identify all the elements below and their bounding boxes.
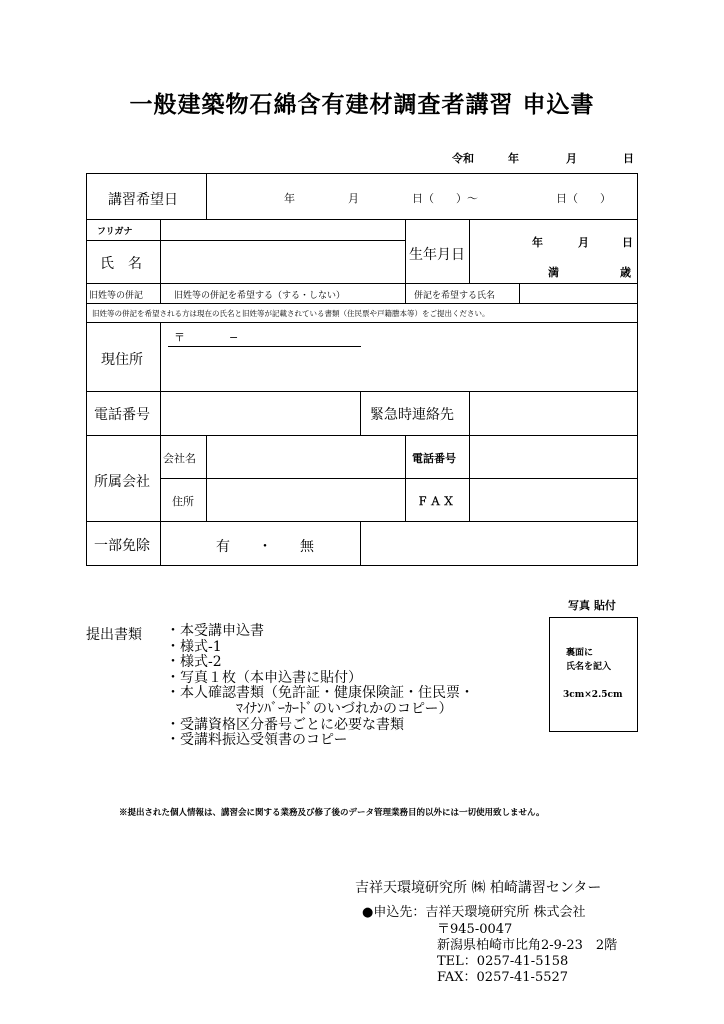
emergency-label: 緊急時連絡先 xyxy=(370,407,454,423)
company-address-label: 住所 xyxy=(172,495,194,508)
company-name-input[interactable] xyxy=(206,435,406,479)
exemption-options: 有 ・ 無 xyxy=(216,539,314,555)
photo-caption: 写真 貼付 xyxy=(568,599,616,612)
company-address-input[interactable] xyxy=(206,478,406,522)
documents-item: ・本受講申込書 xyxy=(166,623,264,639)
date-year: 年 xyxy=(508,152,519,165)
birthdate-year: 年 xyxy=(532,236,543,249)
course-date-label: 講習希望日 xyxy=(108,192,178,208)
organizer-fax: FAX：0257-41-5527 xyxy=(437,970,569,985)
company-fax-label: ＦＡＸ xyxy=(417,495,456,508)
address-postal: 〒 − xyxy=(174,331,239,344)
old-name-question: 旧姓等の併記を希望する（する・しない） xyxy=(174,291,346,301)
photo-line2: 氏名を記入 xyxy=(566,662,612,672)
date-day: 日 xyxy=(623,152,634,165)
phone-label: 電話番号 xyxy=(94,407,150,423)
documents-item: ・本人確認書類（免許証・健康保険証・住民票・ xyxy=(166,685,474,702)
old-name-label: 旧姓等の併記 xyxy=(89,291,144,301)
old-name-field-label: 併記を希望する氏名 xyxy=(414,291,496,301)
postal-underline xyxy=(168,346,361,347)
organizer-address: 新潟県柏崎市比角2-9-23 2階 xyxy=(437,938,618,953)
exemption-blank xyxy=(360,521,638,566)
old-name-input[interactable] xyxy=(519,283,638,304)
organizer-apply-to: ●申込先：吉祥天環境研究所 株式会社 xyxy=(362,905,586,920)
birthdate-label: 生年月日 xyxy=(409,247,465,263)
age-unit: 歳 xyxy=(620,266,631,279)
company-fax-input[interactable] xyxy=(469,478,638,522)
documents-item: ・受講料振込受領書のコピー xyxy=(166,732,348,749)
company-label: 所属会社 xyxy=(94,474,150,490)
course-date-month: 月 xyxy=(348,192,359,205)
organizer-postal: 〒945-0047 xyxy=(437,922,513,937)
page-title: 一般建築物石綿含有建材調査者講習 申込書 xyxy=(129,91,595,118)
photo-size: 3cm×2.5cm xyxy=(563,690,623,700)
organizer-name: 吉祥天環境研究所 ㈱ 柏崎講習センター xyxy=(355,880,602,896)
privacy-note: ※提出された個人情報は、講習会に関する業務及び修了後のデータ管理業務目的以外には一切使用致しません。 xyxy=(119,808,545,818)
photo-line1: 裏面に xyxy=(566,648,594,658)
phone-input[interactable] xyxy=(160,391,361,436)
company-phone-label: 電話番号 xyxy=(412,452,456,465)
documents-list xyxy=(166,624,474,749)
documents-item: ﾏｲﾅﾝﾊﾞｰｶｰﾄﾞのいづれかのコピー） xyxy=(166,700,453,717)
course-date-day-from: 日（ ）～ xyxy=(412,192,478,205)
photo-box[interactable] xyxy=(549,617,638,732)
birthdate-day: 日 xyxy=(622,236,633,249)
age-full: 満 xyxy=(548,266,559,279)
name-input[interactable] xyxy=(160,240,406,284)
course-date-day-to: 日（ ） xyxy=(556,192,611,205)
old-name-note: 旧姓等の併記を希望される方は現在の氏名と旧姓等が記載されている書類（住民票や戸籍謄本等）をご提出ください。 xyxy=(92,309,490,318)
date-era: 令和 xyxy=(452,152,474,165)
company-name-label: 会社名 xyxy=(163,452,196,465)
furigana-label: フリガナ xyxy=(97,227,133,237)
course-date-year: 年 xyxy=(284,192,295,205)
address-label: 現住所 xyxy=(101,352,143,368)
documents-heading: 提出書類 xyxy=(86,627,142,643)
organizer-tel: TEL：0257-41-5158 xyxy=(437,954,569,969)
exemption-label: 一部免除 xyxy=(94,538,150,554)
emergency-input[interactable] xyxy=(469,391,638,436)
documents-item: ・写真１枚（本申込書に貼付） xyxy=(166,669,362,686)
company-phone-input[interactable] xyxy=(469,435,638,479)
documents-item: ・受講資格区分番号ごとに必要な書類 xyxy=(166,716,404,733)
name-label: 氏 名 xyxy=(100,256,142,272)
date-month: 月 xyxy=(566,152,577,165)
documents-item: ・様式-2 xyxy=(166,654,222,671)
furigana-input[interactable] xyxy=(160,219,406,241)
birthdate-month: 月 xyxy=(578,236,589,249)
documents-item: ・様式-1 xyxy=(166,638,222,655)
